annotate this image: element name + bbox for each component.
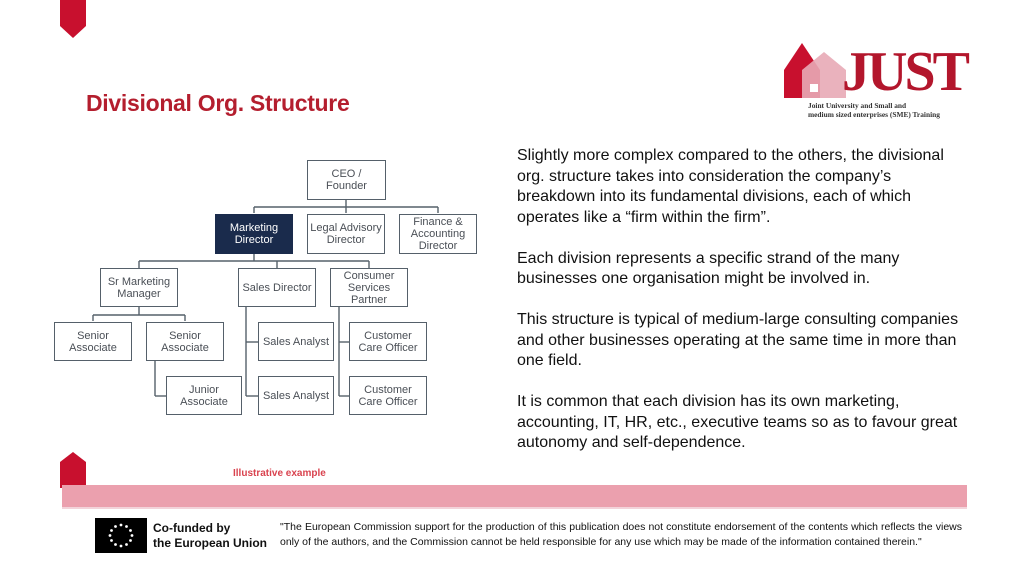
org-node-sales-director: Sales Director <box>238 268 316 307</box>
org-node-ceo: CEO / Founder <box>307 160 386 200</box>
description-paragraph: It is common that each division has its own marketing, accounting, IT, HR, etc., executive teams so as to favour great autonomy and self-dependence. <box>517 393 958 451</box>
org-node-junior-associate: Junior Associate <box>166 376 242 415</box>
org-node-sales-analyst-1: Sales Analyst <box>258 322 334 361</box>
logo-wordmark: JUST <box>842 41 967 103</box>
description-paragraph: This structure is typical of medium-large consulting companies and other businesses operating at the same time in more than one field. <box>517 311 959 369</box>
org-node-marketing-director: Marketing Director <box>215 214 293 254</box>
org-node-finance-accounting-director: Finance & Accounting Director <box>399 214 477 254</box>
eu-cofunded-label: Co-funded by the European Union <box>153 521 267 550</box>
illustrative-note: Illustrative example <box>233 468 326 479</box>
org-node-senior-associate-2: Senior Associate <box>146 322 224 361</box>
org-node-legal-advisory-director: Legal Advisory Director <box>307 214 385 254</box>
description-text <box>517 146 967 474</box>
eu-flag-icon <box>95 518 147 553</box>
description-paragraph: Slightly more complex compared to the others, the divisional org. structure takes into consideration the company’s breakdown into its fundamental divisions, each of which operates like a “firm within the firm”. <box>517 147 944 226</box>
org-node-senior-associate-1: Senior Associate <box>54 322 132 361</box>
org-node-sr-marketing-manager: Sr Marketing Manager <box>100 268 178 307</box>
org-node-consumer-services-partner: Consumer Services Partner <box>330 268 408 307</box>
logo-subtitle: Joint University and Small and medium sized enterprises (SME) Training <box>808 101 940 119</box>
org-node-sales-analyst-2: Sales Analyst <box>258 376 334 415</box>
footer-accent-band-light <box>62 507 967 509</box>
slide-title: Divisional Org. Structure <box>86 90 350 116</box>
footer-accent-band <box>62 485 967 507</box>
org-node-customer-care-officer-2: Customer Care Officer <box>349 376 427 415</box>
description-paragraph: Each division represents a specific strand of the many businesses one organisation might be involved in. <box>517 249 900 287</box>
org-node-customer-care-officer-1: Customer Care Officer <box>349 322 427 361</box>
disclaimer-text: "The European Commission support for the production of this publication does not constitute endorsement of the contents which reflects the views only of the authors, and the Commission cannot be held responsible for any use which may be made of the information contained therein." <box>280 521 962 548</box>
